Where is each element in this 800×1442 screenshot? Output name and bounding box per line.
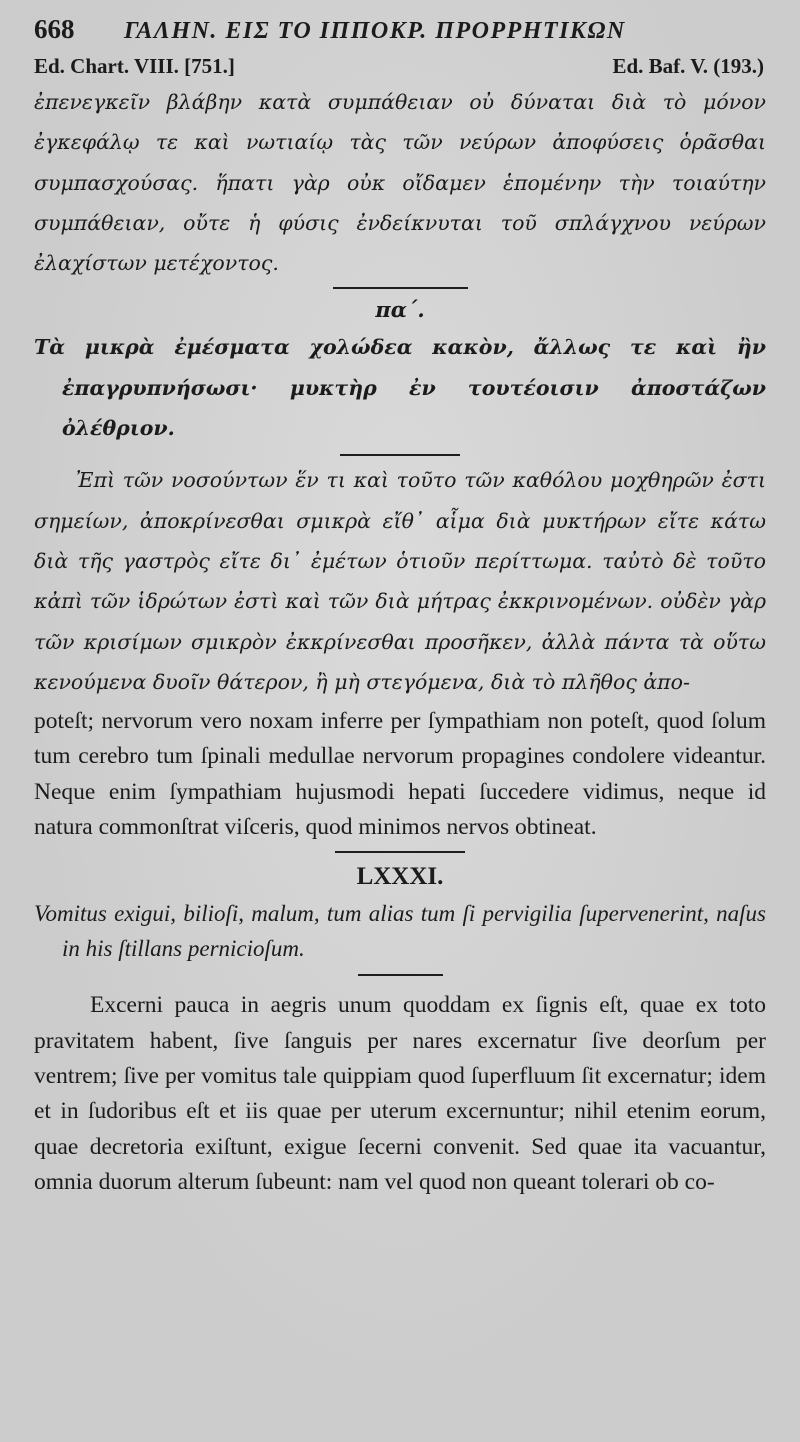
- greek-lemma: Τὰ μικρὰ ἐμέσματα χολώδεα κακὸν, ἄλλως τε καὶ ἢν ἐπαγρυπνήσωσι· μυκτὴρ ἐν τουτέοισιν ἀποστάζων ὀλέθριον.: [34, 335, 766, 441]
- latin-section-number: LXXXI.: [356, 863, 444, 891]
- greek-commentary: Ἐπὶ τῶν νοσούντων ἕν τι καὶ τοῦτο τῶν καθόλου μοχθηρῶν ἐστι σημείων, ἀποκρίνεσθαι σμικρὰ εἴθ᾽ αἷμα διὰ μυκτήρων εἴτε κάτω διὰ τῆς γαστρὸς εἴτε δι᾽ ἐμέτων ὁτιοῦν περίττωμα. ταὐτὸ δὲ τοῦτο κἀπὶ τῶν ἱδρώτων ἐστὶ καὶ τῶν διὰ μήτρας ἐκκρινομένων. οὐδὲν γὰρ τῶν κρισίμων σμικρὸν ἐκκρίνεσθαι προσῆκεν, ἀλλὰ πάντα τὰ οὕτω κενούμενα δυοῖν θάτερον, ἢ μὴ στεγόμενα, διὰ τὸ πλῆθος ἀπο-: [34, 468, 766, 694]
- running-header: [34, 14, 766, 54]
- lemma-divider-latin: [358, 974, 443, 976]
- edition-chartier: Ed. Chart. VIII. [751.]: [34, 54, 235, 78]
- latin-commentary: Excerni pauca in aegris unum quoddam ex ſignis eſt, quae ex toto pravitatem habent, ſive ſanguis per nares excernatur ſive deorſum per ventrem; ſive per vomitus tale quippiam quod ſuperfluum ſit excernatur; idem et in ſudoribus eſt et iis quae per uterum excernuntur; nihil etenim eorum, quae decretoria exiſtunt, exigue ſecerni convenit. Sed quae ita vacuantur, omnia duorum alterum ſubeunt: nam vel quod non queant tolerari ob co-: [34, 992, 766, 1195]
- running-title: ΓΑΛΗΝ. ΕΙΣ ΤΟ ΙΠΠΟΚΡ. ΠΡΟΡΡΗΤΙΚΩΝ: [124, 18, 626, 44]
- lemma-divider: [340, 454, 460, 456]
- greek-section-number: πα΄.: [375, 297, 425, 323]
- latin-continuation-paragraph: poteſt; nervorum vero noxam inferre per ſympathiam non poteſt, quod ſolum tum cerebro tum ſpinali medullae nervorum propagines condolere videantur. Neque enim ſympathiam hujusmodi hepati ſuccedere vidimus, neque id natura commonſtrat viſceris, quod minimos nervos obtineat.: [34, 708, 766, 841]
- edition-line: [34, 54, 766, 82]
- section-divider-latin: [335, 851, 465, 853]
- latin-lemma: Vomitus exigui, bilioſi, malum, tum alias tum ſi pervigilia ſupervenerint, naſus in his ſtillans pernicioſum.: [34, 901, 766, 961]
- edition-basel: Ed. Baf. V. (193.): [612, 54, 764, 78]
- section-divider: [333, 287, 468, 289]
- page-number: 668: [34, 14, 75, 44]
- greek-continuation-paragraph: ἐπενεγκεῖν βλάβην κατὰ συμπάθειαν οὐ δύναται διὰ τὸ μόνον ἐγκεφάλῳ τε καὶ νωτιαίῳ τὰς τῶν νεύρων ἀποφύσεις ὁρᾶσθαι συμπασχούσας. ἥπατι γὰρ οὐκ οἴδαμεν ἑπομένην τὴν τοιαύτην συμπάθειαν, οὔτε ἡ φύσις ἐνδείκνυται τοῦ σπλάγχνου νεύρων ἐλαχίστων μετέχοντος.: [34, 90, 766, 276]
